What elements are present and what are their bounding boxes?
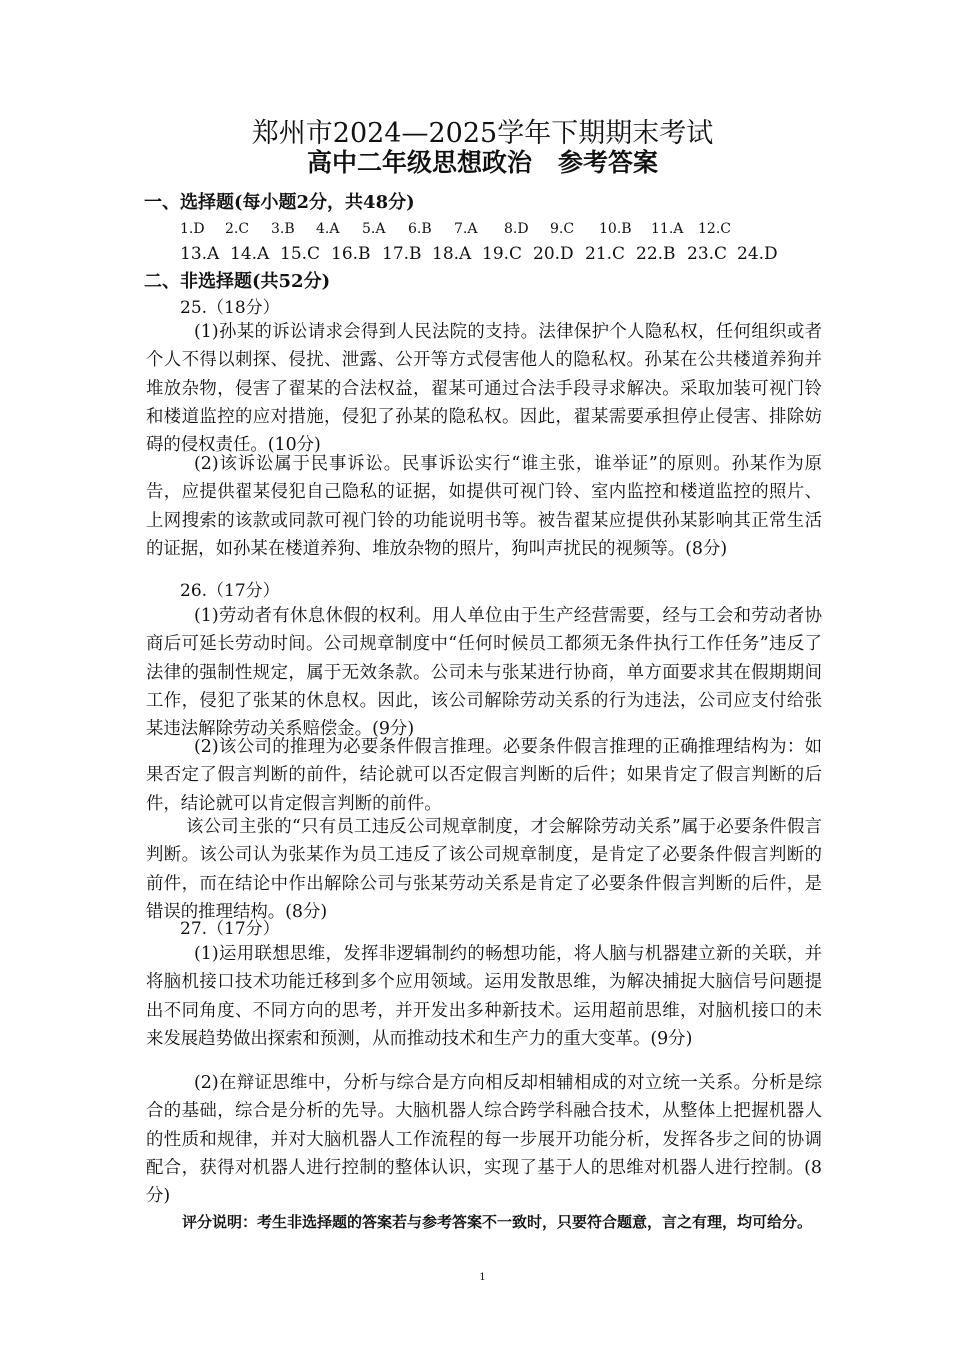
- answer-key-label: 参考答案: [558, 148, 659, 177]
- answer-item: 24.D: [737, 244, 778, 264]
- subject-title: 高中二年级思想政治: [306, 148, 532, 177]
- scoring-note: 评分说明：考生非选择题的答案若与参考答案不一致时，只要符合题意，言之有理，均可给分。: [182, 1213, 813, 1231]
- answer-item: 22.B: [636, 244, 676, 264]
- answer-item: 5.A: [362, 221, 386, 237]
- answer-row-2: [180, 243, 777, 265]
- answer-item: 12.C: [698, 221, 731, 237]
- answer-item: 17.B: [382, 244, 422, 264]
- answer-item: 14.A: [230, 244, 270, 264]
- answer-item: 11.A: [651, 221, 684, 237]
- answer-item: 21.C: [585, 244, 626, 264]
- answer-item: 7.A: [454, 221, 478, 237]
- q25-answer-1: (1)孙某的诉讼请求会得到人民法院的支持。法律保护个人隐私权，任何组织或者个人不得以刺探、侵扰、泄露、公开等方式侵害他人的隐私权。孙某在公共楼道养狗并堆放杂物，侵害了翟某的合法权益，翟某可通过合法手段寻求解决。采取加装可视门铃和楼道监控的应对措施，侵犯了孙某的隐私权。因此，翟某需要承担停止侵害、排除妨碍的侵权责任。(10分): [146, 322, 822, 456]
- answer-item: 1.D: [180, 221, 205, 237]
- answer-item: 19.C: [482, 244, 523, 264]
- question-27-heading: 27.（17分）: [180, 919, 280, 939]
- answer-row-1: [180, 218, 738, 240]
- exam-subtitle: [0, 147, 965, 179]
- answer-item: 2.C: [225, 221, 250, 237]
- answer-item: 9.C: [550, 221, 575, 237]
- answer-item: 8.D: [504, 221, 529, 237]
- answer-item: 6.B: [408, 221, 432, 237]
- q26-answer-3: 该公司主张的“只有员工违反公司规章制度，才会解除劳动关系”属于必要条件假言判断。该公司认为张某作为员工违反了该公司规章制度，是肯定了必要条件假言判断的前件，而在结论中作出解除公司与张某劳动关系是肯定了必要条件假言判断的后件，是错误的推理结构。(8分): [146, 817, 822, 922]
- answer-item: 15.C: [280, 244, 321, 264]
- answer-item: 3.B: [271, 221, 295, 237]
- exam-title: 郑州市2024—2025学年下期期末考试: [251, 118, 714, 149]
- q25-answer-2: (2)该诉讼属于民事诉讼。民事诉讼实行“谁主张，谁举证”的原则。孙某作为原告，应提供翟某侵犯自己隐私的证据，如提供可视门铃、室内监控和楼道监控的照片、上网搜索的该款或同款可视门铃的功能说明书等。被告翟某应提供孙某影响其正常生活的证据，如孙某在楼道养狗、堆放杂物的照片，狗叫声扰民的视频等。(8分): [146, 454, 822, 559]
- question-26-heading: 26.（17分）: [180, 581, 280, 601]
- q26-answer-2: (2)该公司的推理为必要条件假言推理。必要条件假言推理的正确推理结构为：如果否定了假言判断的前件，结论就可以否定假言判断的后件；如果肯定了假言判断的后件，结论就可以肯定假言判断的前件。: [146, 737, 822, 814]
- page-number: 1: [479, 1272, 486, 1283]
- section2-heading: 二、非选择题(共52分): [144, 271, 331, 292]
- answer-item: 23.C: [687, 244, 728, 264]
- answer-item: 20.D: [533, 244, 574, 264]
- q26-answer-1: (1)劳动者有休息休假的权利。用人单位由于生产经营需要，经与工会和劳动者协商后可延长劳动时间。公司规章制度中“任何时候员工都须无条件执行工作任务”违反了法律的强制性规定，属于无效条款。公司未与张某进行协商，单方面要求其在假期期间工作，侵犯了张某的休息权。因此，该公司解除劳动关系的行为违法，公司应支付给张某违法解除劳动关系赔偿金。(9分): [146, 606, 822, 740]
- question-25-heading: 25.（18分）: [180, 298, 280, 318]
- answer-item: 4.A: [316, 221, 340, 237]
- answer-item: 16.B: [331, 244, 371, 264]
- answer-item: 13.A: [180, 244, 220, 264]
- q27-answer-1: (1)运用联想思维，发挥非逻辑制约的畅想功能，将人脑与机器建立新的关联，并将脑机接口技术功能迁移到多个应用领域。运用发散思维，为解决捕捉大脑信号问题提出不同角度、不同方向的思考，并开发出多种新技术。运用超前思维，对脑机接口的未来发展趋势做出探索和预测，从而推动技术和生产力的重大变革。(9分): [146, 944, 822, 1049]
- section1-heading: 一、选择题(每小题2分，共48分): [144, 192, 415, 213]
- answer-item: 10.B: [599, 221, 632, 237]
- answer-item: 18.A: [432, 244, 472, 264]
- q27-answer-2: (2)在辩证思维中，分析与综合是方向相反却相辅相成的对立统一关系。分析是综合的基础，综合是分析的先导。大脑机器人综合跨学科融合技术，从整体上把握机器人的性质和规律，并对大脑机器人工作流程的每一步展开功能分析，发挥各步之间的协调配合，获得对机器人进行控制的整体认识，实现了基于人的思维对机器人进行控制。(8分): [146, 1073, 822, 1207]
